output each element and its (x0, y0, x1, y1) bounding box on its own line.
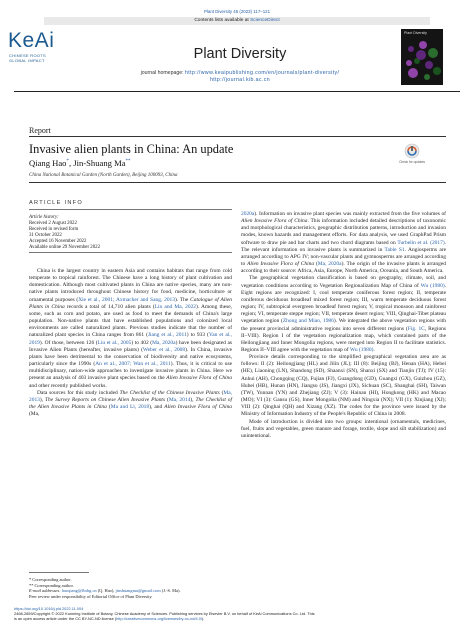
reference-link[interactable]: Liu et al., 2005 (97, 339, 132, 346)
email-link[interactable]: jinshuangma@gmail.com (115, 588, 161, 594)
title-rule (29, 136, 446, 137)
contents-bar (44, 17, 430, 25)
history-entry: Received in revised form (29, 227, 79, 233)
author-name: Qiang Hao (29, 158, 67, 168)
reference-link[interactable]: Xie et al., 2001; Axmacher and Sang, 2013 (78, 296, 175, 303)
affiliation-rule (29, 182, 446, 183)
footnotes (29, 577, 232, 599)
history-label: Article history: (29, 215, 59, 220)
journal-citation: Plant Diversity 45 (2023) 117–121 (203, 9, 271, 14)
page-footer (14, 606, 460, 622)
cover-bloom (406, 60, 412, 66)
data-sources-paragraph: Data sources for this study included The Checklist of the Chinese Invasive Plants (Ma, 2013), The Survey Reports on Chinese Alien Invasive Plants (Ma, 2014), The Checklist of the Alien Invasive Plants in China (Ma and Li, 2018), and Alien Invasive Flora of China (Ma, (29, 389, 233, 418)
footnote-peer-review: Peer review under responsibility of Editorial Office of Plant Diversity. (29, 593, 153, 599)
cover-bloom (408, 46, 414, 52)
reference-link[interactable]: Lin and Ma, 2022 (154, 303, 197, 310)
homepage-label: journal homepage: (140, 70, 185, 76)
article-type: Report (29, 126, 51, 135)
reference-link[interactable]: Ma, 2013 (29, 389, 233, 403)
footnote-corresponding: * Corresponding author. (29, 577, 72, 582)
right-column (241, 211, 446, 440)
logo-title: KeAi (8, 29, 55, 52)
check-updates-label: Check for updates (399, 160, 425, 164)
copyright-line: 2468-2659/Copyright © 2022 Kunming Institute of Botany, Chinese Academy of Sciences. Publishing services by Elsevier B.V. on behalf of KeAi Communications Co. Ltd. This (14, 611, 315, 617)
doi-link[interactable]: https://doi.org/10.1016/j.pld.2022.11.004 (14, 606, 84, 611)
license-link[interactable]: http://creativecommons.org/licenses/by-nc-nd/4.0/ (116, 616, 202, 622)
sciencedirect-link[interactable]: ScienceDirect (250, 18, 280, 23)
cover-bloom (428, 48, 438, 58)
introduction-mode-paragraph: Mode of introduction is divided into two groups: intentional (ornamentals, medicines, fuel, fruits and vegetables, green manure and forage, textile, slope and silt stabilization) and unintentional. (241, 418, 446, 439)
author-name: Jin-Shuang Ma (73, 158, 126, 168)
article-history (29, 215, 100, 252)
history-entry: Accepted 16 November 2022 (29, 239, 87, 245)
reference-link[interactable]: Zhong and Miao, 1986 (282, 318, 334, 325)
article-info-heading: ARTICLE INFO (29, 200, 84, 206)
article-title: Invasive alien plants in China: An update (29, 142, 234, 156)
homepage-link-keai[interactable]: http://www.keaipublishing.com/en/journals/plant-diversity/ (185, 70, 340, 76)
header-rule (14, 91, 460, 92)
history-entry: 31 October 2022 (29, 233, 62, 239)
cover-bloom (425, 61, 433, 69)
reference-link[interactable]: Wu (1980) (349, 346, 374, 353)
footnote-emails: E-mail addresses: haoqiang@fbdrg.cn (Q. Hao), jinshuangma@gmail.com (J.-S. Ma). (29, 588, 181, 594)
intro-paragraph: China is the largest country in eastern Asia and contains habitats that range from cold temperate to tropical rainforest. The Chinese have a long history of plant cultivation and domestication. Although most cultivated plants in China are native species, many are non-native plants introduced throughout Chinese history for food, medicine, horticulture or ornamental purposes (Xie et al., 2001; Axmacher and Sang, 2013). The Catalogue of Alien Plants in China records a total of 14,710 alien plants (Lin and Ma, 2022). Among these, some, such as corn and potato, are used as food to meet the demands of China's large population. Non-native plants that have established populations and colonized local environments are called naturalized plants. Previous studies indicate that the number of naturalized plant species in China ranges from 861 (Jiang et al., 2011) to 933 (Yan et al., 2019). Of those, between 126 (Liu et al., 2005) to 402 (Ma, 2020a) have been designated as Invasive Alien Plants (hereafter, invasive plants) (Weber et al., 2008). In China, invasive plants have been detrimental to the conservation of biodiversity and native ecosystems, particularly since the 1990s (An et al., 2007; Wan et al., 2011). Thus, it is critical to use multidisciplinary, nation-wide approaches to investigate invasive plants in China. Here we present an analysis of 403 invasive plant species based on the Alien Invasive Flora of China and other recently published works. (29, 268, 233, 389)
reference-link[interactable]: Ma, 2014 (168, 396, 191, 403)
author-mark[interactable]: ** (125, 159, 131, 165)
reference-link[interactable]: Weber et al., 2008 (142, 346, 186, 353)
author-mark[interactable]: * (66, 159, 69, 165)
cover-artwork (401, 29, 443, 85)
author-separator: , (68, 158, 74, 168)
journal-title: Plant Diversity (193, 46, 287, 62)
cover-title: Plant Diversity (404, 31, 427, 35)
email-link[interactable]: haoqiang@fbdrg.cn (61, 588, 97, 594)
vegetation-paragraph: The geographical vegetation classification is based on geography, climate, soil, and vegetation conditions according to Vegetation Regionalization Map of China of Wu (1980). Eight regions are recognized: I, cool temperate coniferous forest region; II, temperate coniferous deciduous broadleaf mixed forest region; III, warm temperate deciduous forest region; IV, subtropical evergreen broadleaf forest region; V, tropical monsoon and rainforest region; VI, temperate steppe region; VII, temperate desert region; VIII, Qinghai-Tibet plateau vegetation region (Zhong and Miao, 1986). We integrated the above vegetation regions with the present provincial administrative regions into seven different regions (Fig. 1C, Regions II–VIII). Region I of the vegetation regionalization map, which contained parts of the Heilongjiang and Inner Mongolia regions, were merged into Region II to facilitate statistics. Regions II–VIII agree with the vegetation map of Wu (1980). (241, 275, 447, 353)
footnote-corresponding: ** Corresponding author. (29, 582, 74, 588)
cover-bloom (416, 50, 426, 60)
table-link[interactable]: Table S1 (384, 246, 405, 253)
reference-link[interactable]: An et al., 2007; Wan et al., 2011 (95, 361, 171, 368)
contents-prefix: Contents lists available at (194, 18, 251, 23)
reference-link[interactable]: Yan et al., 2019 (29, 332, 232, 346)
keai-logo (4, 29, 64, 85)
journal-cover-image (401, 29, 443, 85)
affiliation: China National Botanical Garden (North Garden), Beijing 100093, China (29, 173, 178, 178)
history-rule (29, 252, 232, 253)
cover-bloom (408, 68, 418, 78)
cover-bloom (419, 41, 427, 49)
reference-link[interactable]: Turbelin et al. (2017) (397, 239, 445, 246)
license-line: is an open access article under the CC BY-NC-ND license (http://creativecommons.org/licenses/by-nc-nd/4.0/). (14, 616, 205, 622)
reference-link[interactable]: Wu (1980) (420, 282, 445, 289)
reference-link[interactable]: Ma, 2020a (317, 261, 342, 268)
history-entry: Received 2 August 2022 (29, 221, 77, 227)
check-for-updates-badge[interactable] (399, 141, 425, 167)
reference-link[interactable]: Ma, 2020a (152, 339, 176, 346)
logo-tagline-1: CHINESE ROOTS (9, 53, 47, 58)
reference-link[interactable]: Ma and Li, 2018 (110, 403, 150, 410)
author-list (29, 158, 131, 168)
article-info-rule (29, 209, 232, 210)
left-column (29, 268, 232, 418)
history-entry: Available online 29 November 2022 (29, 245, 101, 251)
journal-homepage (84, 70, 396, 84)
footnote-rule (29, 572, 89, 573)
cover-bloom (433, 67, 441, 75)
province-paragraph: Province details corresponding to the simplified geographical vegetation area are as follows: II (2): Heilongjiang (HL) and Jilin (JL); III (8): Beijing (BJ), Henan (HA), Hebei (HE), Liaoning (LN), Shandong (SD), Shaanxi (SN), Shanxi (SX) and Tianjin (TJ); IV (15): Anhui (AH), Chongqing (CQ), Fujian (FJ), Guangdong (GD), Guangxi (GX), Guizhou (GZ), Hubei (HB), Hunan (HN), Jiangsu (JS), Jiangxi (JX), Sichuan (SC), Shanghai (SH), Taiwan (TW), Yunnan (YN) and Zhejiang (ZJ); V (3): Hainan (HI), Hongkong (HK) and Macao (MO); VI (3): Gansu (GS), Inner Mongolia (NM) and Ningxia (NX); VII (1): Xinjiang (XJ); VIII (2): Qinghai (QH) and Xizang (XZ). The codes for the province were issued by the Ministry of Information Industry of the People's Republic of China in 2008. (241, 354, 446, 418)
cover-bloom (424, 74, 430, 80)
homepage-link-kib[interactable]: http://journal.kib.ac.cn (209, 77, 271, 83)
logo-tagline-2: GLOBAL IMPACT (9, 58, 45, 63)
figure-link[interactable]: Fig. 1C (407, 325, 425, 332)
reference-link[interactable]: 2020a (241, 211, 255, 217)
reference-link[interactable]: Jiang et al., 2011 (147, 332, 187, 339)
methods-paragraph: 2020a). Information on invasive plant species was mainly extracted from the five volumes of Alien Invasive Flora of China. This information included detailed descriptions of taxonomic and morphological characteristics, geographic distribution patterns, introduction and invasion modes, known hazards and management efforts. For data analysis, we used GraphPad Prism software to draw pie and bar charts and two chord diagrams based on Turbelin et al. (2017). The relevant information on invasive plants is summarized in Table S1. Angiosperms are arranged according to APG IV; non-vascular plants and gymnosperms are arranged according to Alien Invasive Flora of China (Ma, 2020a). The origin of the invasive plants is arranged according to their source: Africa, Asia, Europe, North America, Oceania, and South America. (241, 211, 447, 275)
